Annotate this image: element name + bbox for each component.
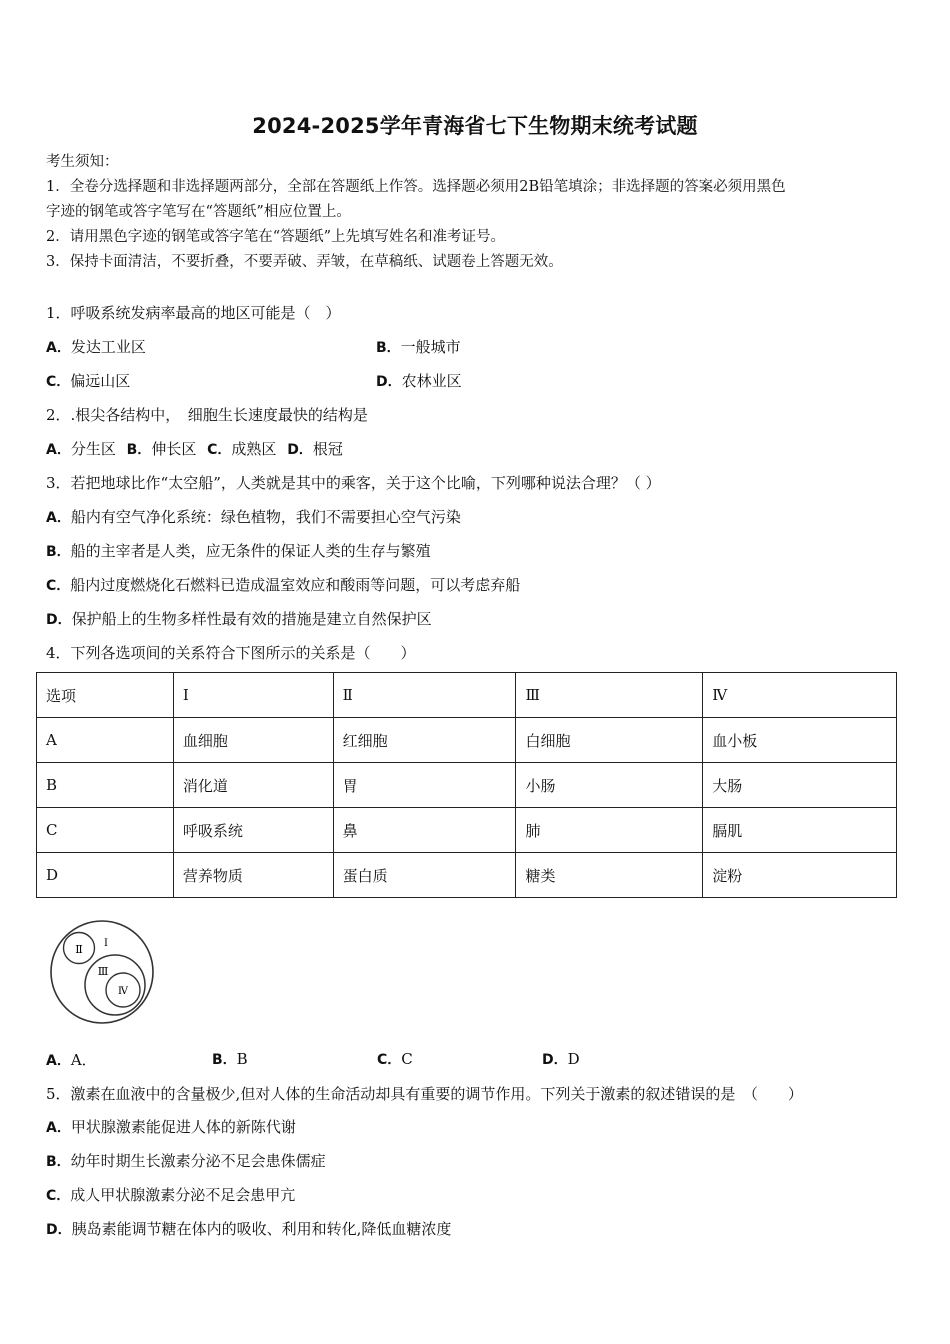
option-letter: B． xyxy=(46,544,71,560)
option-letter: A． xyxy=(46,1053,71,1069)
q4-option-b xyxy=(212,1049,248,1069)
option-letter: C． xyxy=(46,1188,71,1204)
option-text: 胰岛素能调节糖在体内的吸收、利用和转化,降低血糖浓度 xyxy=(71,1220,452,1238)
question-2-stem: 2．.根尖各结构中， 细胞生长速度最快的结构是 xyxy=(46,406,368,424)
q2-options xyxy=(46,438,343,459)
q1-option-a xyxy=(46,336,146,357)
table-header-cell: 选项 xyxy=(37,673,174,718)
table-cell: D xyxy=(37,853,174,898)
table-cell: 小肠 xyxy=(516,763,703,808)
nested-circles-diagram xyxy=(48,918,158,1028)
option-text: 船内过度燃烧化石燃料已造成温室效应和酸雨等问题，可以考虑弃船 xyxy=(70,576,521,594)
q4-option-c xyxy=(377,1049,413,1069)
question-1-stem: 1．呼吸系统发病率最高的地区可能是（ ） xyxy=(46,304,341,322)
table-cell: 血小板 xyxy=(703,718,897,763)
option-text: A． xyxy=(70,1051,97,1069)
option-letter: D． xyxy=(46,612,72,628)
option-letter: D． xyxy=(287,442,313,458)
option-letter: B． xyxy=(212,1052,237,1068)
notice-item: 2．请用黑色字迹的钢笔或答字笔在“答题纸”上先填写姓名和准考证号。 xyxy=(46,229,506,245)
option-text: 成熟区 xyxy=(231,440,277,458)
table-cell: 鼻 xyxy=(333,808,516,853)
q3-option-a xyxy=(46,506,461,527)
option-letter: D． xyxy=(46,1222,72,1238)
q3-option-c xyxy=(46,574,520,595)
q3-option-d xyxy=(46,608,432,629)
option-letter: A． xyxy=(46,1120,71,1136)
option-letter: C． xyxy=(46,578,71,594)
table-cell: 糖类 xyxy=(516,853,703,898)
notice-item: 3．保持卡面清洁，不要折叠，不要弄破、弄皱，在草稿纸、试题卷上答题无效。 xyxy=(46,254,563,270)
table-cell: 红细胞 xyxy=(333,718,516,763)
option-text: 农林业区 xyxy=(401,372,462,390)
relation-table xyxy=(36,672,897,898)
table-cell: 消化道 xyxy=(173,763,333,808)
q3-option-b xyxy=(46,540,431,561)
q5-option-d xyxy=(46,1218,451,1239)
notice-item: 1．全卷分选择题和非选择题两部分，全部在答题纸上作答。选择题必须用2B铅笔填涂；非选择题的答案必须用黑色 xyxy=(46,179,786,195)
option-text: 根冠 xyxy=(312,440,343,458)
table-header-cell: Ⅲ xyxy=(516,673,703,718)
table-header-cell: Ⅰ xyxy=(173,673,333,718)
option-letter: D． xyxy=(542,1052,568,1068)
question-5-stem: 5．激素在血液中的含量极少,但对人体的生命活动却具有重要的调节作用。下列关于激素的叙述错误的是 （ ） xyxy=(46,1085,803,1103)
diagram-label: Ⅰ xyxy=(104,938,108,949)
table-row xyxy=(37,718,897,763)
page-title: 2024-2025学年青海省七下生物期末统考试题 xyxy=(252,114,698,138)
option-text: 船内有空气净化系统：绿色植物，我们不需要担心空气污染 xyxy=(70,508,461,526)
q5-option-c xyxy=(46,1184,295,1205)
option-text: 船的主宰者是人类，应无条件的保证人类的生存与繁殖 xyxy=(70,542,431,560)
q5-option-a xyxy=(46,1116,296,1137)
option-text: 一般城市 xyxy=(400,338,461,356)
option-text: D xyxy=(567,1050,580,1068)
table-row xyxy=(37,853,897,898)
option-text: 伸长区 xyxy=(151,440,197,458)
circle-middle xyxy=(85,955,145,1015)
option-text: 偏远山区 xyxy=(70,372,131,390)
notice-heading: 考生须知： xyxy=(46,154,119,170)
table-cell: B xyxy=(37,763,174,808)
q5-option-b xyxy=(46,1150,326,1171)
table-cell: 淀粉 xyxy=(703,853,897,898)
option-letter: B． xyxy=(376,340,401,356)
table-header-cell: Ⅱ xyxy=(333,673,516,718)
table-cell: 白细胞 xyxy=(516,718,703,763)
table-cell: 胃 xyxy=(333,763,516,808)
exam-notice xyxy=(46,150,906,275)
option-text: C xyxy=(401,1050,413,1068)
q1-option-b xyxy=(376,336,461,357)
table-cell: 呼吸系统 xyxy=(173,808,333,853)
option-text: 甲状腺激素能促进人体的新陈代谢 xyxy=(70,1118,296,1136)
diagram-label: Ⅳ xyxy=(118,986,128,997)
option-letter: B． xyxy=(126,442,152,458)
table-cell: C xyxy=(37,808,174,853)
option-letter: C． xyxy=(207,442,232,458)
table-header-row xyxy=(37,673,897,718)
table-cell: 肺 xyxy=(516,808,703,853)
question-3-stem: 3．若把地球比作“太空船”，人类就是其中的乘客，关于这个比喻，下列哪种说法合理？（ ） xyxy=(46,474,661,492)
option-letter: B． xyxy=(46,1154,71,1170)
notice-item: 字迹的钢笔或答字笔写在“答题纸”相应位置上。 xyxy=(46,204,351,220)
option-letter: C． xyxy=(377,1052,402,1068)
option-letter: A． xyxy=(46,510,71,526)
table-cell: 蛋白质 xyxy=(333,853,516,898)
option-text: 成人甲状腺激素分泌不足会患甲亢 xyxy=(70,1186,296,1204)
table-row xyxy=(37,808,897,853)
q1-option-d xyxy=(376,370,462,391)
option-text: B xyxy=(236,1050,248,1068)
option-text: 幼年时期生长激素分泌不足会患侏儒症 xyxy=(70,1152,326,1170)
option-text: 保护船上的生物多样性最有效的措施是建立自然保护区 xyxy=(71,610,432,628)
q4-option-d xyxy=(542,1049,580,1069)
q1-option-c xyxy=(46,370,130,391)
diagram-label: Ⅱ xyxy=(75,943,83,956)
table-header-cell: Ⅳ xyxy=(703,673,897,718)
option-letter: D． xyxy=(376,374,402,390)
option-letter: A． xyxy=(46,340,71,356)
table-cell: 血细胞 xyxy=(173,718,333,763)
table-cell: 膈肌 xyxy=(703,808,897,853)
diagram-label: Ⅲ xyxy=(97,965,109,978)
option-text: 分生区 xyxy=(70,440,116,458)
question-4-stem: 4．下列各选项间的关系符合下图所示的关系是（ ） xyxy=(46,644,416,662)
option-letter: A． xyxy=(46,442,71,458)
table-cell: 营养物质 xyxy=(173,853,333,898)
table-row xyxy=(37,763,897,808)
option-letter: C． xyxy=(46,374,71,390)
q4-option-a xyxy=(46,1049,97,1070)
table-cell: A xyxy=(37,718,174,763)
option-text: 发达工业区 xyxy=(70,338,146,356)
table-cell: 大肠 xyxy=(703,763,897,808)
